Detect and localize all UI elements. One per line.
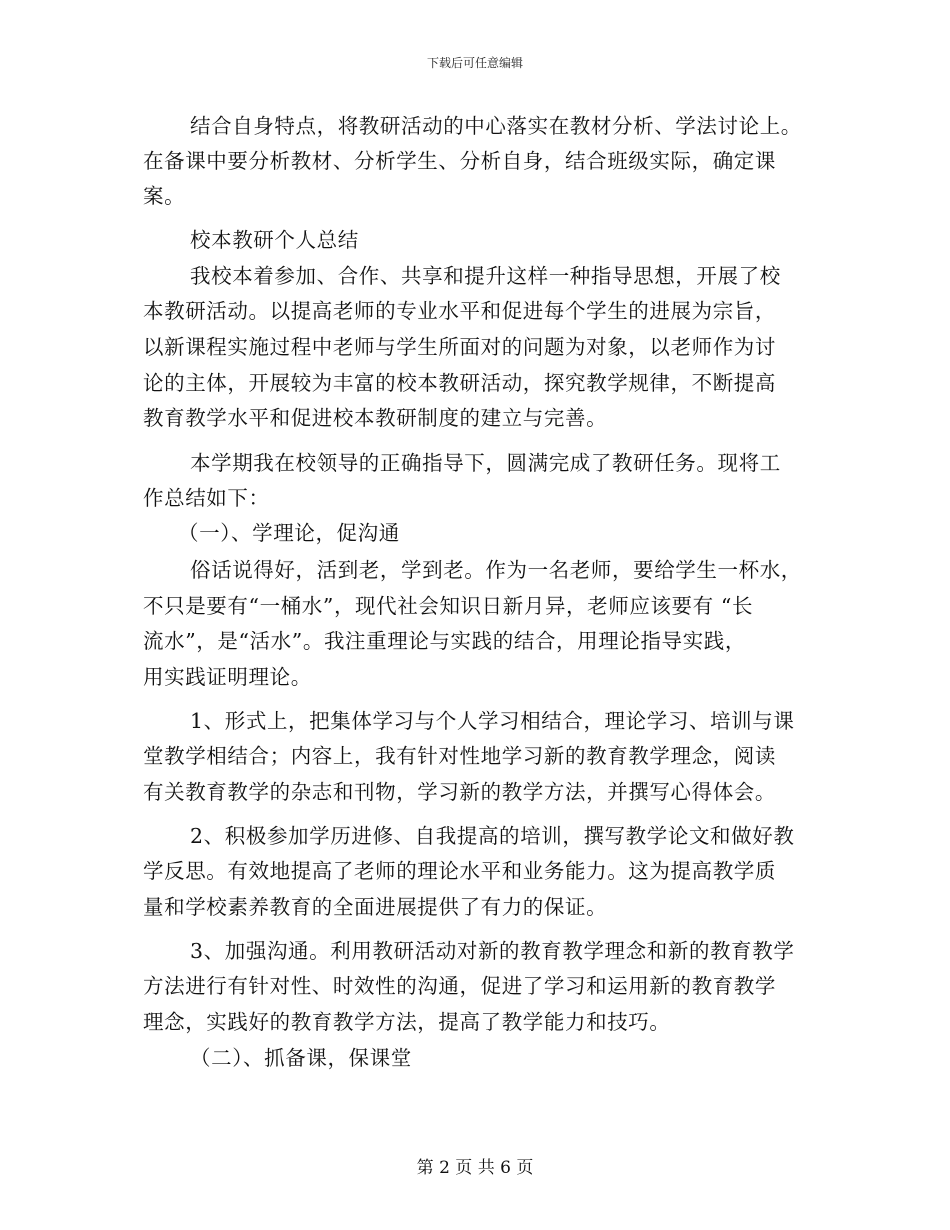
subsection-heading: （一）、学理论，促沟通 [178,521,400,545]
paragraph-line: 有关教育教学的杂志和刊物，学习新的教学方法，并撰写心得体会。 [143,780,776,804]
paragraph-line: 堂教学相结合；内容上，我有针对性地学习新的教育教学理念，阅读 [143,744,776,768]
paragraph-line: 2、积极参加学历进修、自我提高的培训，撰写教学论文和做好教 [190,824,795,848]
paragraph-line: 本教研活动。以提高老师的专业水平和促进每个学生的进展为宗旨， [143,299,776,323]
paragraph-line: 1、形式上，把集体学习与个人学习相结合，理论学习、培训与课 [190,709,795,733]
paragraph-line: 理念，实践好的教育教学方法，提高了教学能力和技巧。 [143,1010,671,1034]
paragraph-line: 论的主体，开展较为丰富的校本教研活动，探究教学规律，不断提高 [143,371,776,395]
paragraph-line: 不只是要有“一桶水”，现代社会知识日新月异，老师应该要有 “长 [143,594,754,618]
paragraph-line: 以新课程实施过程中老师与学生所面对的问题为对象，以老师作为讨 [143,335,776,359]
paragraph-line: 本学期我在校领导的正确指导下，圆满完成了教研任务。现将工 [190,451,781,475]
paragraph-line: 用实践证明理论。 [143,665,312,689]
paragraph-line: 结合自身特点，将教研活动的中心落实在教材分析、学法讨论上。 [190,114,802,138]
paragraph-line: 方法进行有针对性、时效性的沟通，促进了学习和运用新的教育教学 [143,974,776,998]
page-number: 第 2 页 共 6 页 [416,1158,534,1178]
section-title: 校本教研个人总结 [190,228,359,252]
paragraph-line: 量和学校素养教育的全面进展提供了有力的保证。 [143,895,608,919]
paragraph-line: 我校本着参加、合作、共享和提升这样一种指导思想，开展了校 [190,264,781,288]
paragraph-line: 作总结如下： [143,486,270,510]
page-header: 下载后可任意编辑 [426,56,523,70]
paragraph-line: 流水”，是“活水”。我注重理论与实践的结合，用理论指导实践， [143,629,746,653]
paragraph-line: 案。 [143,184,186,208]
subsection-heading: （二）、抓备课，保课堂 [190,1046,412,1070]
paragraph-line: 俗话说得好，活到老，学到老。作为一名老师，要给学生一杯水， [190,558,802,582]
paragraph-line: 3、加强沟通。利用教研活动对新的教育教学理念和新的教育教学 [190,939,795,963]
paragraph-line: 教育教学水平和促进校本教研制度的建立与完善。 [143,406,608,430]
paragraph-line: 在备课中要分析教材、分析学生、分析自身，结合班级实际，确定课 [143,149,776,173]
paragraph-line: 学反思。有效地提高了老师的理论水平和业务能力。这为提高教学质 [143,859,776,883]
